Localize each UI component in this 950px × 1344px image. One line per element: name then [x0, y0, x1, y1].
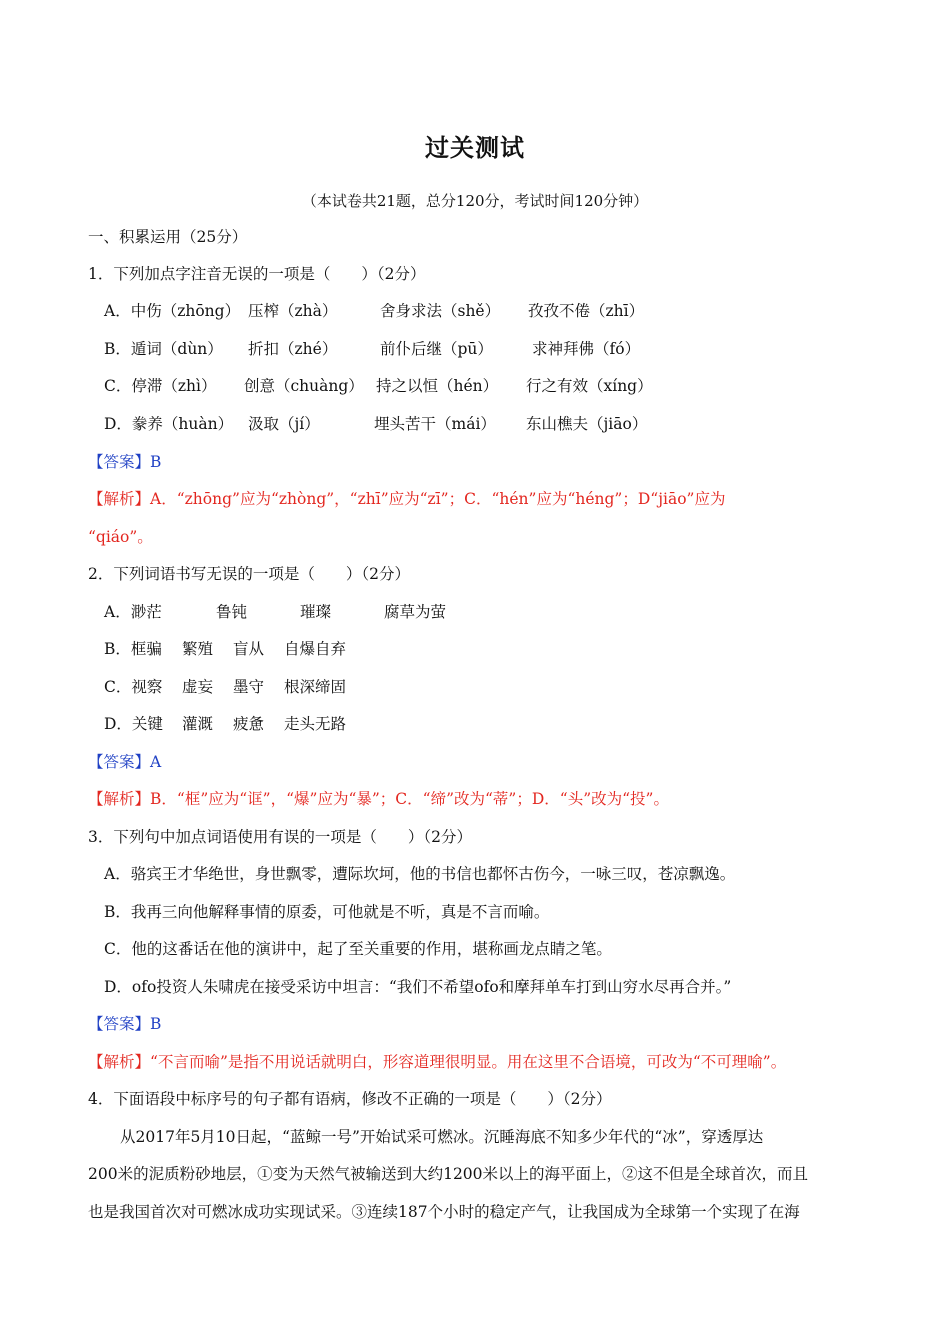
q4-stem: 4．下面语段中标序号的句子都有语病，修改不正确的一项是（ ）（2分） — [88, 1090, 612, 1108]
option-item: 孜孜不倦（zhī） — [528, 302, 645, 320]
option-item: B．遁词（dùn） — [104, 340, 223, 358]
q1-option-a — [104, 300, 724, 322]
analysis-tag: 【解析】 — [88, 790, 151, 808]
q3-answer — [88, 1013, 161, 1035]
q2-option-a — [104, 601, 504, 623]
q2-stem: 2．下列词语书写无误的一项是（ ）（2分） — [88, 565, 410, 583]
answer-value: A — [150, 753, 162, 771]
q4-passage-line: 从2017年5月10日起，“蓝鲸一号”开始试采可燃冰。沉睡海底不知多少年代的“冰”，穿透厚达 — [120, 1128, 764, 1146]
q3-stem: 3．下列句中加点词语使用有误的一项是（ ）（2分） — [88, 828, 472, 846]
option-item: 虚妄 — [182, 678, 214, 696]
q3-option-c: C．他的这番话在他的演讲中，起了至关重要的作用，堪称画龙点睛之笔。 — [104, 940, 612, 958]
answer-tag: 【答案】 — [88, 753, 151, 771]
option-item: D．豢养（huàn） — [104, 415, 234, 433]
option-item: 压榨（zhà） — [248, 302, 338, 320]
option-item: 创意（chuàng） — [244, 377, 364, 395]
q3-option-d: D．ofo投资人朱啸虎在接受采访中坦言：“我们不希望ofo和摩拜单车打到山穷水尽再合并。” — [104, 978, 732, 996]
option-item: 腐草为萤 — [384, 603, 447, 621]
answer-value: B — [150, 1015, 162, 1033]
q2-option-c — [104, 676, 504, 698]
analysis-text: “不言而喻”是指不用说话就明白，形容道理很明显。用在这里不合语境，可改为“不可理喻”。 — [150, 1053, 787, 1071]
option-item: 墨守 — [233, 678, 265, 696]
q1-analysis-cont: “qiáo”。 — [88, 528, 153, 546]
q3-analysis — [88, 1051, 786, 1073]
page-title: 过关测试 — [425, 133, 525, 162]
q1-answer — [88, 451, 161, 473]
analysis-tag: 【解析】 — [88, 490, 151, 508]
option-item: A．中伤（zhōng） — [104, 302, 241, 320]
option-item: 东山樵夫（jiāo） — [526, 415, 648, 433]
q3-option-b: B．我再三向他解释事情的原委，可他就是不听，真是不言而喻。 — [104, 903, 550, 921]
analysis-text: A．“zhōng”应为“zhòng”，“zhī”应为“zī”；C．“hén”应为“héng”；D“jiāo”应为 — [150, 490, 726, 508]
q1-stem: 1．下列加点字注音无误的一项是（ ）（2分） — [88, 265, 426, 283]
q1-option-b — [104, 338, 724, 360]
option-item: 前仆后继（pū） — [380, 340, 493, 358]
option-item: 求神拜佛（fó） — [532, 340, 641, 358]
option-item: A．渺茫 — [104, 603, 162, 621]
q1-option-c — [104, 375, 724, 397]
option-item: 鲁钝 — [216, 603, 248, 621]
option-item: 持之以恒（hén） — [376, 377, 499, 395]
option-item: 折扣（zhé） — [248, 340, 338, 358]
option-item: 根深缔固 — [284, 678, 347, 696]
option-item: 舍身求法（shě） — [380, 302, 501, 320]
q2-option-d — [104, 713, 504, 735]
q2-option-b — [104, 638, 504, 660]
q1-analysis — [88, 488, 725, 510]
section-heading: 一、积累运用（25分） — [88, 228, 248, 246]
option-item: 埋头苦干（mái） — [374, 415, 496, 433]
q4-passage-line: 200米的泥质粉砂地层，①变为天然气被输送到大约1200米以上的海平面上，②这不但是全球首次，而且 — [88, 1165, 809, 1183]
option-item: 行之有效（xíng） — [526, 377, 653, 395]
q1-option-d — [104, 413, 724, 435]
option-item: 走头无路 — [284, 715, 347, 733]
q2-answer — [88, 751, 161, 773]
analysis-text: B．“框”应为“诓”，“爆”应为“暴”；C．“缔”改为“蒂”；D．“头”改为“投”。 — [150, 790, 669, 808]
answer-value: B — [150, 453, 162, 471]
option-item: 自爆自弃 — [284, 640, 347, 658]
option-item: 繁殖 — [182, 640, 214, 658]
q4-passage-line: 也是我国首次对可燃冰成功实现试采。③连续187个小时的稳定产气，让我国成为全球第一个实现了在海 — [88, 1203, 800, 1221]
exam-info: （本试卷共21题，总分120分，考试时间120分钟） — [301, 192, 649, 210]
analysis-tag: 【解析】 — [88, 1053, 151, 1071]
q2-analysis — [88, 788, 669, 810]
option-item: 灌溉 — [182, 715, 214, 733]
option-item: C．停滞（zhì） — [104, 377, 217, 395]
option-item: D．关键 — [104, 715, 163, 733]
option-item: 疲惫 — [233, 715, 265, 733]
answer-tag: 【答案】 — [88, 1015, 151, 1033]
option-item: C．视察 — [104, 678, 163, 696]
option-item: 璀璨 — [300, 603, 332, 621]
option-item: 盲从 — [233, 640, 265, 658]
option-item: 汲取（jí） — [248, 415, 320, 433]
answer-tag: 【答案】 — [88, 453, 151, 471]
option-item: B．框骗 — [104, 640, 162, 658]
q3-option-a: A．骆宾王才华绝世，身世飘零，遭际坎坷，他的书信也都怀古伤今，一咏三叹，苍凉飘逸。 — [104, 865, 736, 883]
